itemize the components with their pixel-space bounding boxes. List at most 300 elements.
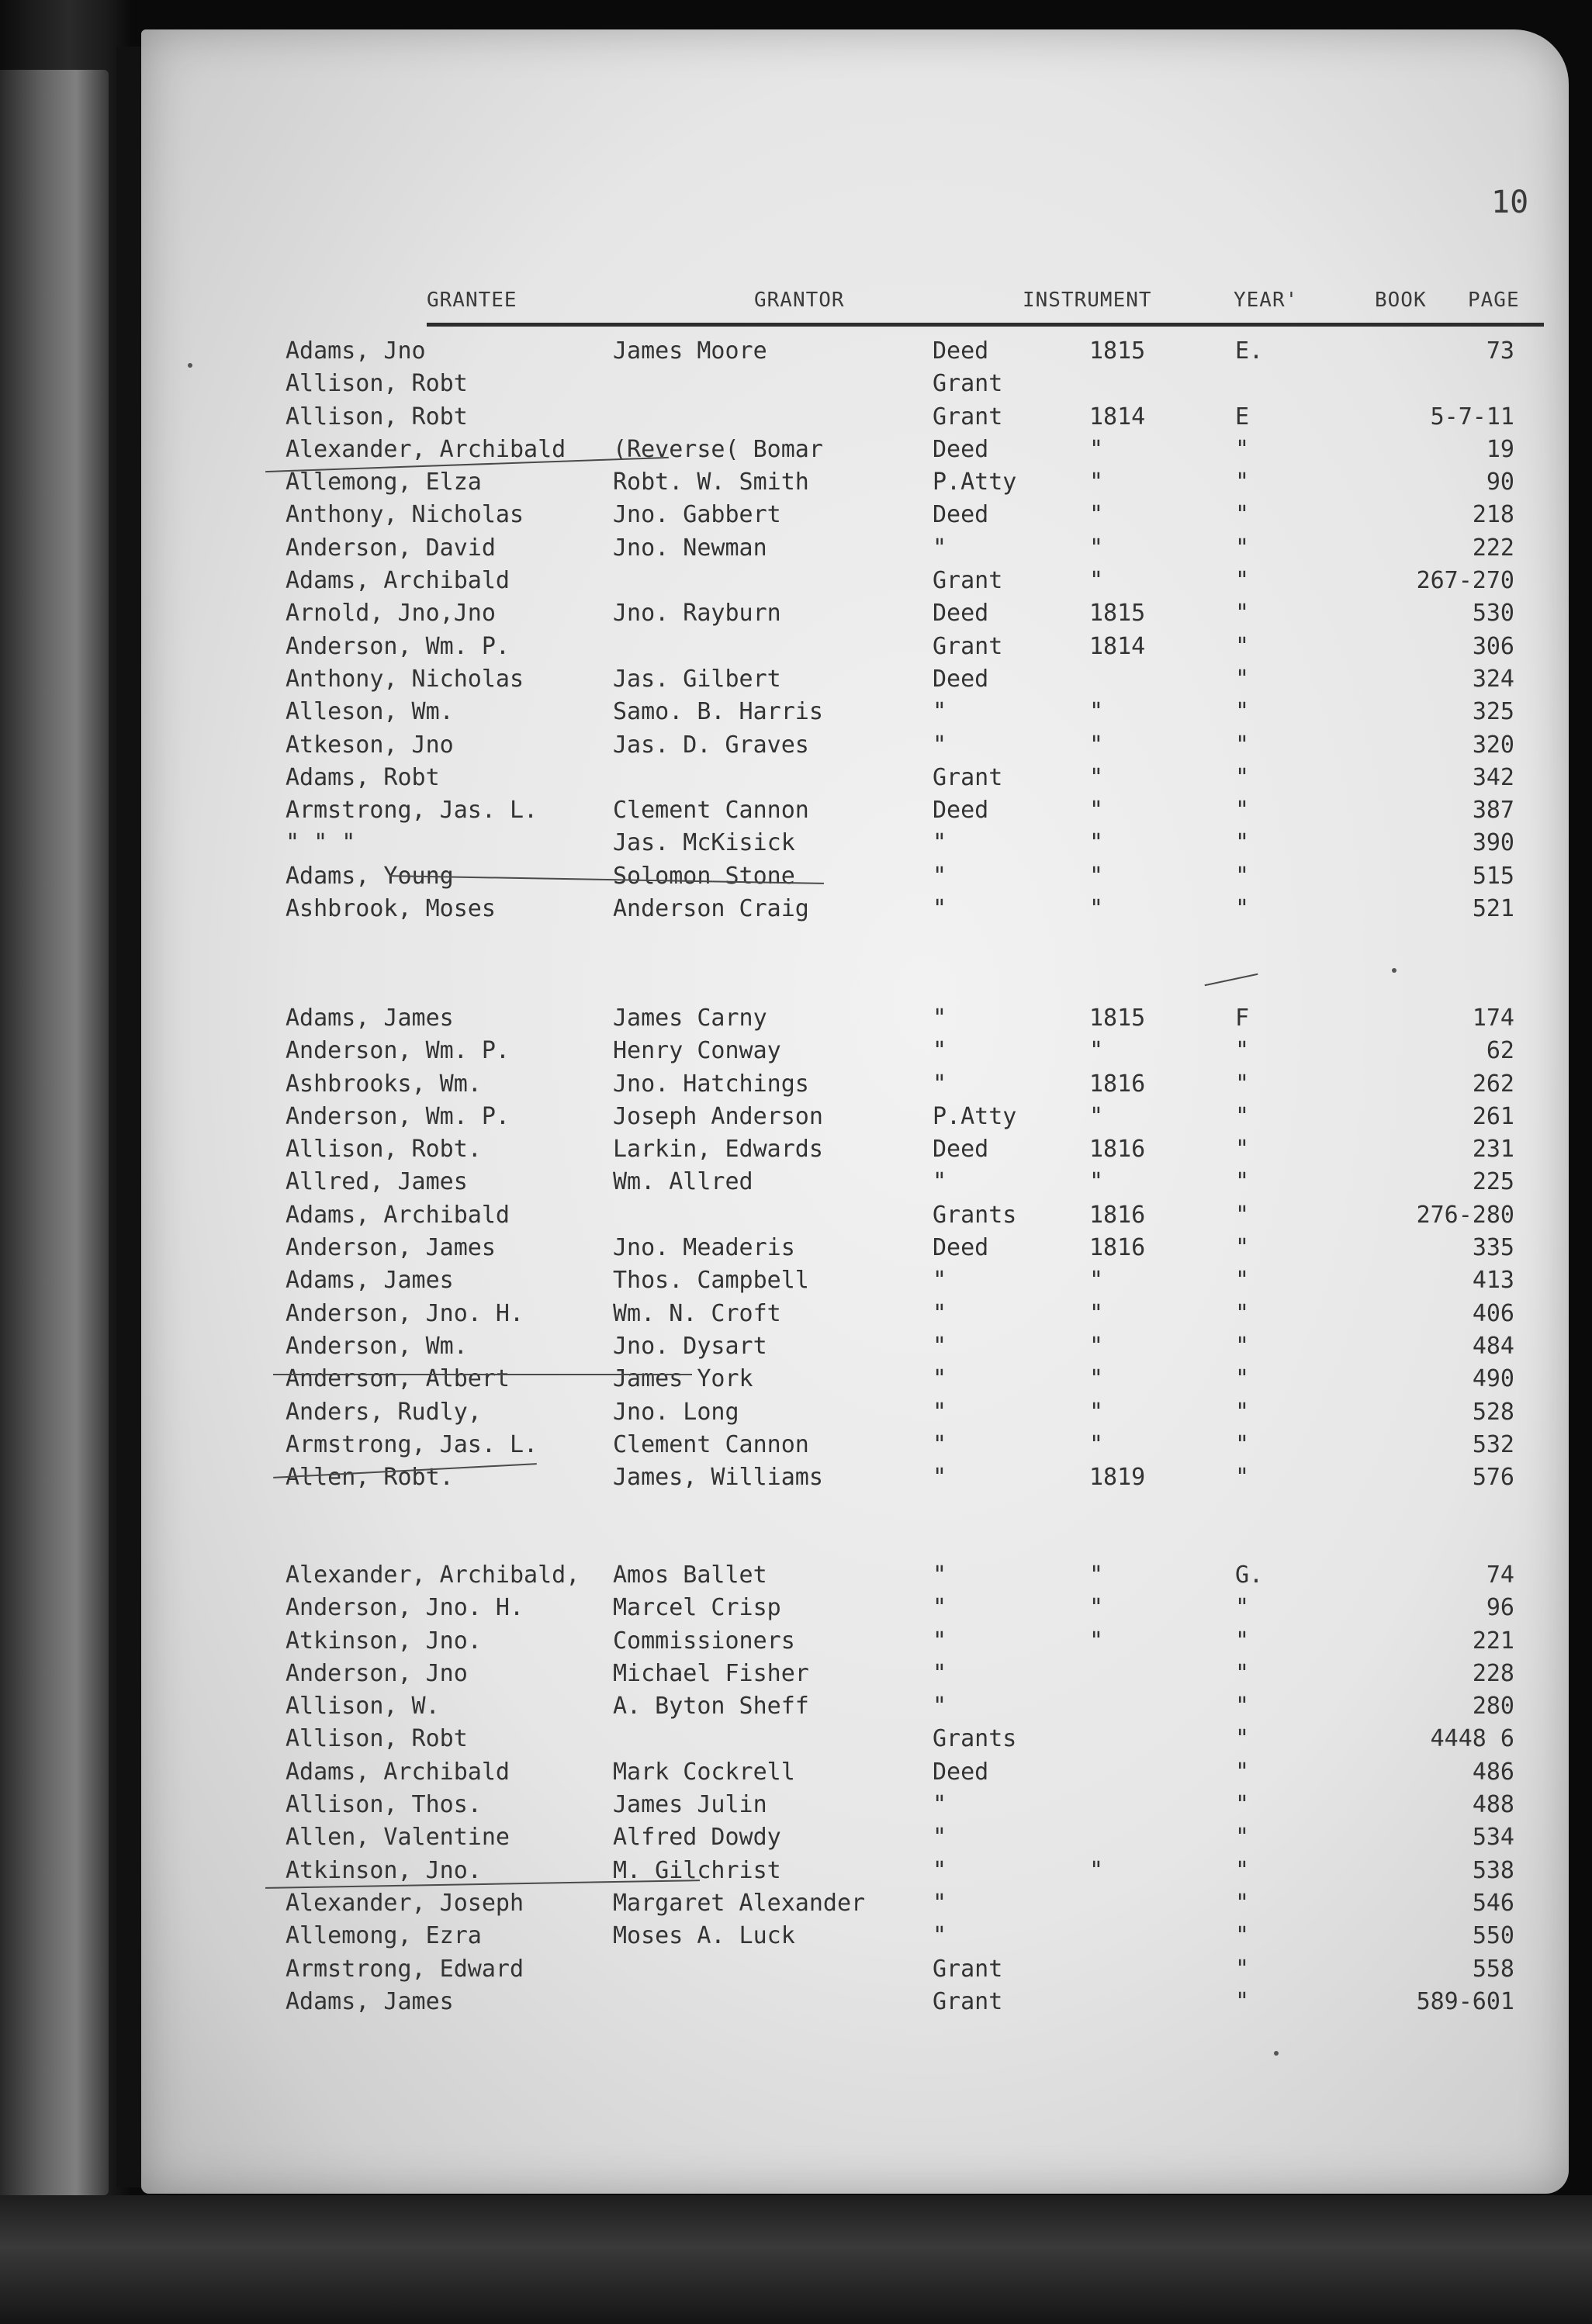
ledger-row (141, 1560, 1569, 1593)
grantee-cell: Ashbrooks, Wm. (286, 1070, 482, 1098)
adjacent-page-edge (0, 70, 109, 2195)
book-cell: " (1235, 1987, 1250, 2015)
grantee-cell: Allison, Robt (286, 1725, 468, 1753)
grantee-cell: Allison, Robt (286, 403, 468, 431)
grantor-cell: Clement Cannon (613, 797, 809, 825)
grantor-cell: Marcel Crisp (613, 1594, 781, 1622)
book-cell: " (1235, 698, 1250, 726)
ledger-row (141, 795, 1569, 828)
grantee-cell: Atkinson, Jno. (286, 1627, 482, 1655)
year-cell: " (1089, 1332, 1104, 1360)
grantor-cell: Jno. Newman (613, 534, 767, 562)
ledger-row (141, 1036, 1569, 1068)
book-cell: " (1235, 1430, 1250, 1458)
book-cell: " (1235, 1168, 1250, 1196)
page-cell: 228 (1472, 1659, 1514, 1687)
book-cell: " (1235, 1659, 1250, 1687)
grantee-cell: Anthony, Nicholas (286, 665, 524, 693)
ledger-row (141, 1134, 1569, 1167)
book-cell: E. (1235, 337, 1264, 365)
book-cell: " (1235, 1693, 1250, 1721)
grantor-cell: Moses A. Luck (613, 1922, 795, 1950)
grantee-cell: Adams, James (286, 1005, 454, 1032)
year-cell: " (1089, 829, 1104, 857)
grantor-cell: Wm. Allred (613, 1168, 753, 1196)
instrument-cell: " (933, 829, 947, 857)
grantor-cell: Wm. N. Croft (613, 1299, 781, 1327)
grantor-cell: Jno. Meaderis (613, 1234, 795, 1262)
pen-tick-mark (1205, 974, 1258, 987)
book-cell: " (1235, 567, 1250, 595)
year-cell: " (1089, 797, 1104, 825)
pen-underline (273, 1374, 692, 1375)
ledger-row (141, 533, 1569, 565)
year-cell: 1815 (1089, 337, 1146, 365)
grantee-cell: Anderson, David (286, 534, 496, 562)
year-cell: " (1089, 1102, 1104, 1130)
ledger-row (141, 828, 1569, 860)
book-cell: " (1235, 600, 1250, 628)
ledger-row (141, 1658, 1569, 1691)
instrument-cell: Grant (933, 1987, 1003, 2015)
grantee-cell: Allison, Robt (286, 370, 468, 398)
book-cell: " (1235, 1234, 1250, 1262)
grantee-cell: Adams, Jno (286, 337, 426, 365)
instrument-cell: " (933, 1037, 947, 1065)
grantee-cell: Anderson, James (286, 1234, 496, 1262)
book-cell: " (1235, 632, 1250, 660)
ledger-row (141, 1430, 1569, 1462)
instrument-cell: Deed (933, 600, 989, 628)
book-cell: " (1235, 1758, 1250, 1786)
book-cell: G. (1235, 1561, 1264, 1589)
page-cell: 324 (1472, 665, 1514, 693)
grantor-cell: Commissioners (613, 1627, 795, 1655)
ledger-row (141, 1003, 1569, 1036)
grantor-cell: Clement Cannon (613, 1430, 809, 1458)
grantee-cell: Alexander, Archibald, (286, 1561, 580, 1589)
page-cell: 73 (1486, 337, 1514, 365)
instrument-cell: " (933, 1168, 947, 1196)
instrument-cell: Grant (933, 370, 1003, 398)
page-cell: 96 (1486, 1594, 1514, 1622)
grantor-cell: Henry Conway (613, 1037, 781, 1065)
year-cell: " (1089, 1365, 1104, 1393)
grantee-cell: Atkeson, Jno (286, 731, 454, 759)
year-cell: 1816 (1089, 1234, 1146, 1262)
grantee-cell: Armstrong, Jas. L. (286, 797, 538, 825)
instrument-cell: Deed (933, 501, 989, 529)
grantee-cell: Armstrong, Jas. L. (286, 1430, 538, 1458)
page-cell: 62 (1486, 1037, 1514, 1065)
ledger-row (141, 763, 1569, 795)
page-cell: 534 (1472, 1824, 1514, 1852)
ledger-row (141, 1299, 1569, 1331)
instrument-cell: " (933, 1791, 947, 1819)
record-group-book-e (141, 336, 1569, 926)
instrument-cell: " (933, 1889, 947, 1917)
ledger-row (141, 1200, 1569, 1233)
ledger-row (141, 730, 1569, 763)
instrument-cell: P.Atty (933, 469, 1017, 496)
grantee-cell: Allison, W. (286, 1693, 440, 1721)
ledger-row (141, 1987, 1569, 2019)
book-cell: " (1235, 763, 1250, 791)
grantee-cell: Adams, Archibald (286, 1201, 510, 1229)
page-cell: 280 (1472, 1693, 1514, 1721)
page-cell: 484 (1472, 1332, 1514, 1360)
grantee-cell: Allison, Thos. (286, 1791, 482, 1819)
book-cell: " (1235, 1594, 1250, 1622)
instrument-cell: " (933, 534, 947, 562)
grantee-cell: Adams, Archibald (286, 567, 510, 595)
ledger-row (141, 1921, 1569, 1953)
grantee-cell: Alexander, Joseph (286, 1889, 524, 1917)
book-cell: " (1235, 731, 1250, 759)
instrument-cell: Grant (933, 763, 1003, 791)
page-cell: 532 (1472, 1430, 1514, 1458)
grantor-cell: Alfred Dowdy (613, 1824, 781, 1852)
ledger-row (141, 631, 1569, 664)
grantee-cell: Anderson, Wm. P. (286, 1037, 510, 1065)
book-cell: E (1235, 403, 1250, 431)
dust-speck (1392, 968, 1396, 973)
grantor-cell: Mark Cockrell (613, 1758, 795, 1786)
instrument-cell: " (933, 1594, 947, 1622)
grantor-cell: (Reverse( Bomar (613, 435, 823, 463)
page-cell: 486 (1472, 1758, 1514, 1786)
grantee-cell: Atkinson, Jno. (286, 1856, 482, 1884)
grantee-cell: Ashbrook, Moses (286, 895, 496, 923)
instrument-cell: " (933, 1659, 947, 1687)
grantee-cell: Allen, Robt. (286, 1464, 454, 1492)
year-cell: 1814 (1089, 632, 1146, 660)
page-cell: 528 (1472, 1398, 1514, 1426)
book-cell: " (1235, 1070, 1250, 1098)
instrument-cell: " (933, 895, 947, 923)
year-cell: 1815 (1089, 1005, 1146, 1032)
year-cell: 1815 (1089, 600, 1146, 628)
grantee-cell: Anderson, Jno (286, 1659, 468, 1687)
page-cell: 90 (1486, 469, 1514, 496)
ledger-row (141, 894, 1569, 926)
year-cell: " (1089, 1627, 1104, 1655)
instrument-cell: " (933, 1005, 947, 1032)
book-cell: " (1235, 435, 1250, 463)
grantor-cell: Jno. Gabbert (613, 501, 781, 529)
book-cell: " (1235, 501, 1250, 529)
page-cell: 276-280 (1416, 1201, 1514, 1229)
year-cell: " (1089, 501, 1104, 529)
page-cell: 530 (1472, 600, 1514, 628)
grantor-cell: James Julin (613, 1791, 767, 1819)
book-cell: " (1235, 1037, 1250, 1065)
book-cell: " (1235, 797, 1250, 825)
book-cell: " (1235, 862, 1250, 890)
book-cell: " (1235, 1332, 1250, 1360)
page-cell: 342 (1472, 763, 1514, 791)
grantee-cell: Alleson, Wm. (286, 698, 454, 726)
year-cell: 1819 (1089, 1464, 1146, 1492)
grantee-cell: Anderson, Wm. (286, 1332, 468, 1360)
book-cell: " (1235, 1725, 1250, 1753)
book-cell: F (1235, 1005, 1250, 1032)
instrument-cell: " (933, 1070, 947, 1098)
grantor-cell: Solomon Stone (613, 862, 795, 890)
instrument-cell: " (933, 1332, 947, 1360)
book-cell: " (1235, 1102, 1250, 1130)
book-cell: " (1235, 1922, 1250, 1950)
column-header-row (427, 285, 1544, 327)
instrument-cell: " (933, 1856, 947, 1884)
instrument-cell: " (933, 1299, 947, 1327)
ledger-row (141, 368, 1569, 401)
grantor-cell: Joseph Anderson (613, 1102, 823, 1130)
year-cell: 1814 (1089, 403, 1146, 431)
grantor-cell: Jno. Rayburn (613, 600, 781, 628)
instrument-cell: P.Atty (933, 1102, 1017, 1130)
book-cell: " (1235, 895, 1250, 923)
instrument-cell: " (933, 1430, 947, 1458)
ledger-row (141, 1233, 1569, 1265)
instrument-cell: Grants (933, 1201, 1017, 1229)
year-cell: " (1089, 1168, 1104, 1196)
instrument-cell: " (933, 1398, 947, 1426)
instrument-cell: " (933, 1824, 947, 1852)
instrument-cell: Deed (933, 1234, 989, 1262)
page-cell: 390 (1472, 829, 1514, 857)
grantee-cell: Anderson, Jno. H. (286, 1299, 524, 1327)
page-cell: 262 (1472, 1070, 1514, 1098)
instrument-cell: Deed (933, 665, 989, 693)
instrument-cell: " (933, 1267, 947, 1295)
grantee-cell: Anderson, Wm. P. (286, 632, 510, 660)
ledger-row (141, 336, 1569, 368)
page-cell: 74 (1486, 1561, 1514, 1589)
grantor-cell: James, Williams (613, 1464, 823, 1492)
page-cell: 387 (1472, 797, 1514, 825)
year-cell: " (1089, 862, 1104, 890)
grantee-cell: Anthony, Nicholas (286, 501, 524, 529)
ledger-row (141, 861, 1569, 894)
grantor-cell: M. Gilchrist (613, 1856, 781, 1884)
record-group-book-f (141, 1003, 1569, 1495)
ledger-row (141, 1167, 1569, 1199)
year-cell: " (1089, 1037, 1104, 1065)
instrument-cell: " (933, 1693, 947, 1721)
ledger-row (141, 1265, 1569, 1298)
year-cell: 1816 (1089, 1070, 1146, 1098)
dust-speck (1274, 2051, 1279, 2056)
ledger-row (141, 402, 1569, 434)
year-cell: " (1089, 567, 1104, 595)
grantee-cell: Adams, Young (286, 862, 454, 890)
grantor-cell: Amos Ballet (613, 1561, 767, 1589)
grantor-cell: James Moore (613, 337, 767, 365)
book-cell: " (1235, 1299, 1250, 1327)
film-border (0, 2195, 1592, 2324)
page-cell: 488 (1472, 1791, 1514, 1819)
ledger-row (141, 1691, 1569, 1724)
grantor-cell: Jno. Dysart (613, 1332, 767, 1360)
ledger-row (141, 1462, 1569, 1495)
year-cell: " (1089, 469, 1104, 496)
grantee-cell: Adams, James (286, 1987, 454, 2015)
instrument-cell: " (933, 1922, 947, 1950)
page-cell: 576 (1472, 1464, 1514, 1492)
year-cell: 1816 (1089, 1201, 1146, 1229)
instrument-cell: Grant (933, 1955, 1003, 1983)
grantor-cell: Jas. Gilbert (613, 665, 781, 693)
instrument-cell: " (933, 1627, 947, 1655)
grantor-cell: Jas. D. Graves (613, 731, 809, 759)
grantee-cell: Alexander, Archibald (286, 435, 566, 463)
instrument-cell: Grant (933, 567, 1003, 595)
ledger-row (141, 1954, 1569, 1987)
grantor-cell: A. Byton Sheff (613, 1693, 809, 1721)
instrument-cell: " (933, 1464, 947, 1492)
instrument-cell: Deed (933, 1758, 989, 1786)
page-cell: 320 (1472, 731, 1514, 759)
book-cell: " (1235, 1889, 1250, 1917)
ledger-row (141, 697, 1569, 729)
grantee-cell: Allemong, Ezra (286, 1922, 482, 1950)
year-cell: " (1089, 731, 1104, 759)
book-cell: " (1235, 1791, 1250, 1819)
ledger-row (141, 1855, 1569, 1888)
page-cell: 19 (1486, 435, 1514, 463)
year-cell: " (1089, 1856, 1104, 1884)
page-cell: 538 (1472, 1856, 1514, 1884)
page-cell: 174 (1472, 1005, 1514, 1032)
book-cell: " (1235, 829, 1250, 857)
book-cell: " (1235, 1267, 1250, 1295)
year-cell: " (1089, 763, 1104, 791)
page-cell: 546 (1472, 1889, 1514, 1917)
page-cell: 221 (1472, 1627, 1514, 1655)
grantor-cell: James Carny (613, 1005, 767, 1032)
grantor-cell: Jas. McKisick (613, 829, 795, 857)
page-cell: 222 (1472, 534, 1514, 562)
grantee-cell: Arnold, Jno,Jno (286, 600, 496, 628)
page-cell: 521 (1472, 895, 1514, 923)
dust-speck (188, 363, 192, 368)
grantor-cell: Jno. Long (613, 1398, 739, 1426)
ledger-row (141, 1822, 1569, 1855)
year-cell: " (1089, 895, 1104, 923)
instrument-cell: Deed (933, 797, 989, 825)
page-cell: 413 (1472, 1267, 1514, 1295)
page-cell: 225 (1472, 1168, 1514, 1196)
instrument-cell: Grant (933, 403, 1003, 431)
ledger-row (141, 1888, 1569, 1921)
page-cell: 550 (1472, 1922, 1514, 1950)
page-cell: 490 (1472, 1365, 1514, 1393)
instrument-cell: Deed (933, 1136, 989, 1164)
grantee-cell: Adams, Archibald (286, 1758, 510, 1786)
book-cell: " (1235, 1955, 1250, 1983)
year-cell: " (1089, 1430, 1104, 1458)
ledger-row (141, 1757, 1569, 1790)
book-cell: " (1235, 534, 1250, 562)
page-number: 10 (1491, 185, 1529, 220)
grantee-cell: " " " (286, 829, 356, 857)
book-cell: " (1235, 665, 1250, 693)
year-cell: 1816 (1089, 1136, 1146, 1164)
record-group-book-g (141, 1560, 1569, 2019)
year-cell: " (1089, 534, 1104, 562)
ledger-row (141, 434, 1569, 467)
page-cell: 4448 6 (1430, 1725, 1514, 1753)
grantee-cell: Allison, Robt. (286, 1136, 482, 1164)
book-cell: " (1235, 1365, 1250, 1393)
book-cell: " (1235, 1398, 1250, 1426)
instrument-cell: " (933, 1365, 947, 1393)
header-grantor: GRANTOR (754, 289, 845, 312)
ledger-row (141, 565, 1569, 598)
page-cell: 267-270 (1416, 567, 1514, 595)
ledger-row (141, 1724, 1569, 1756)
page-cell: 335 (1472, 1234, 1514, 1262)
page-cell: 558 (1472, 1955, 1514, 1983)
year-cell: " (1089, 1561, 1104, 1589)
grantee-cell: Allen, Valentine (286, 1824, 510, 1852)
grantor-cell: Robt. W. Smith (613, 469, 809, 496)
page-cell: 306 (1472, 632, 1514, 660)
ledger-row (141, 598, 1569, 631)
grantor-cell: Anderson Craig (613, 895, 809, 923)
grantor-cell: Margaret Alexander (613, 1889, 866, 1917)
header-page: PAGE (1468, 289, 1520, 312)
page-cell: 218 (1472, 501, 1514, 529)
year-cell: " (1089, 698, 1104, 726)
header-instrument: INSTRUMENT (1023, 289, 1152, 312)
book-cell: " (1235, 1824, 1250, 1852)
book-cell: " (1235, 1201, 1250, 1229)
ledger-row (141, 1331, 1569, 1364)
grantor-cell: James York (613, 1365, 753, 1393)
grantee-cell: Adams, James (286, 1267, 454, 1295)
instrument-cell: Deed (933, 337, 989, 365)
page-cell: 515 (1472, 862, 1514, 890)
grantor-cell: Michael Fisher (613, 1659, 809, 1687)
page-cell: 231 (1472, 1136, 1514, 1164)
header-year: YEAR' (1234, 289, 1299, 312)
year-cell: " (1089, 1398, 1104, 1426)
book-gutter (116, 47, 144, 2187)
instrument-cell: " (933, 862, 947, 890)
header-book: BOOK (1375, 289, 1427, 312)
year-cell: " (1089, 435, 1104, 463)
page-cell: 589-601 (1416, 1987, 1514, 2015)
ledger-row (141, 467, 1569, 500)
grantee-cell: Armstrong, Edward (286, 1955, 524, 1983)
grantor-cell: Thos. Campbell (613, 1267, 809, 1295)
ledger-row (141, 1397, 1569, 1430)
instrument-cell: " (933, 1561, 947, 1589)
ledger-row (141, 1626, 1569, 1658)
grantor-cell: Samo. B. Harris (613, 698, 823, 726)
ledger-row (141, 664, 1569, 697)
ledger-row (141, 1790, 1569, 1822)
grantee-cell: Allemong, Elza (286, 469, 482, 496)
year-cell: " (1089, 1594, 1104, 1622)
instrument-cell: Deed (933, 435, 989, 463)
grantee-cell: Anders, Rudly, (286, 1398, 482, 1426)
instrument-cell: Grants (933, 1725, 1017, 1753)
instrument-cell: " (933, 731, 947, 759)
ledger-row (141, 1101, 1569, 1134)
